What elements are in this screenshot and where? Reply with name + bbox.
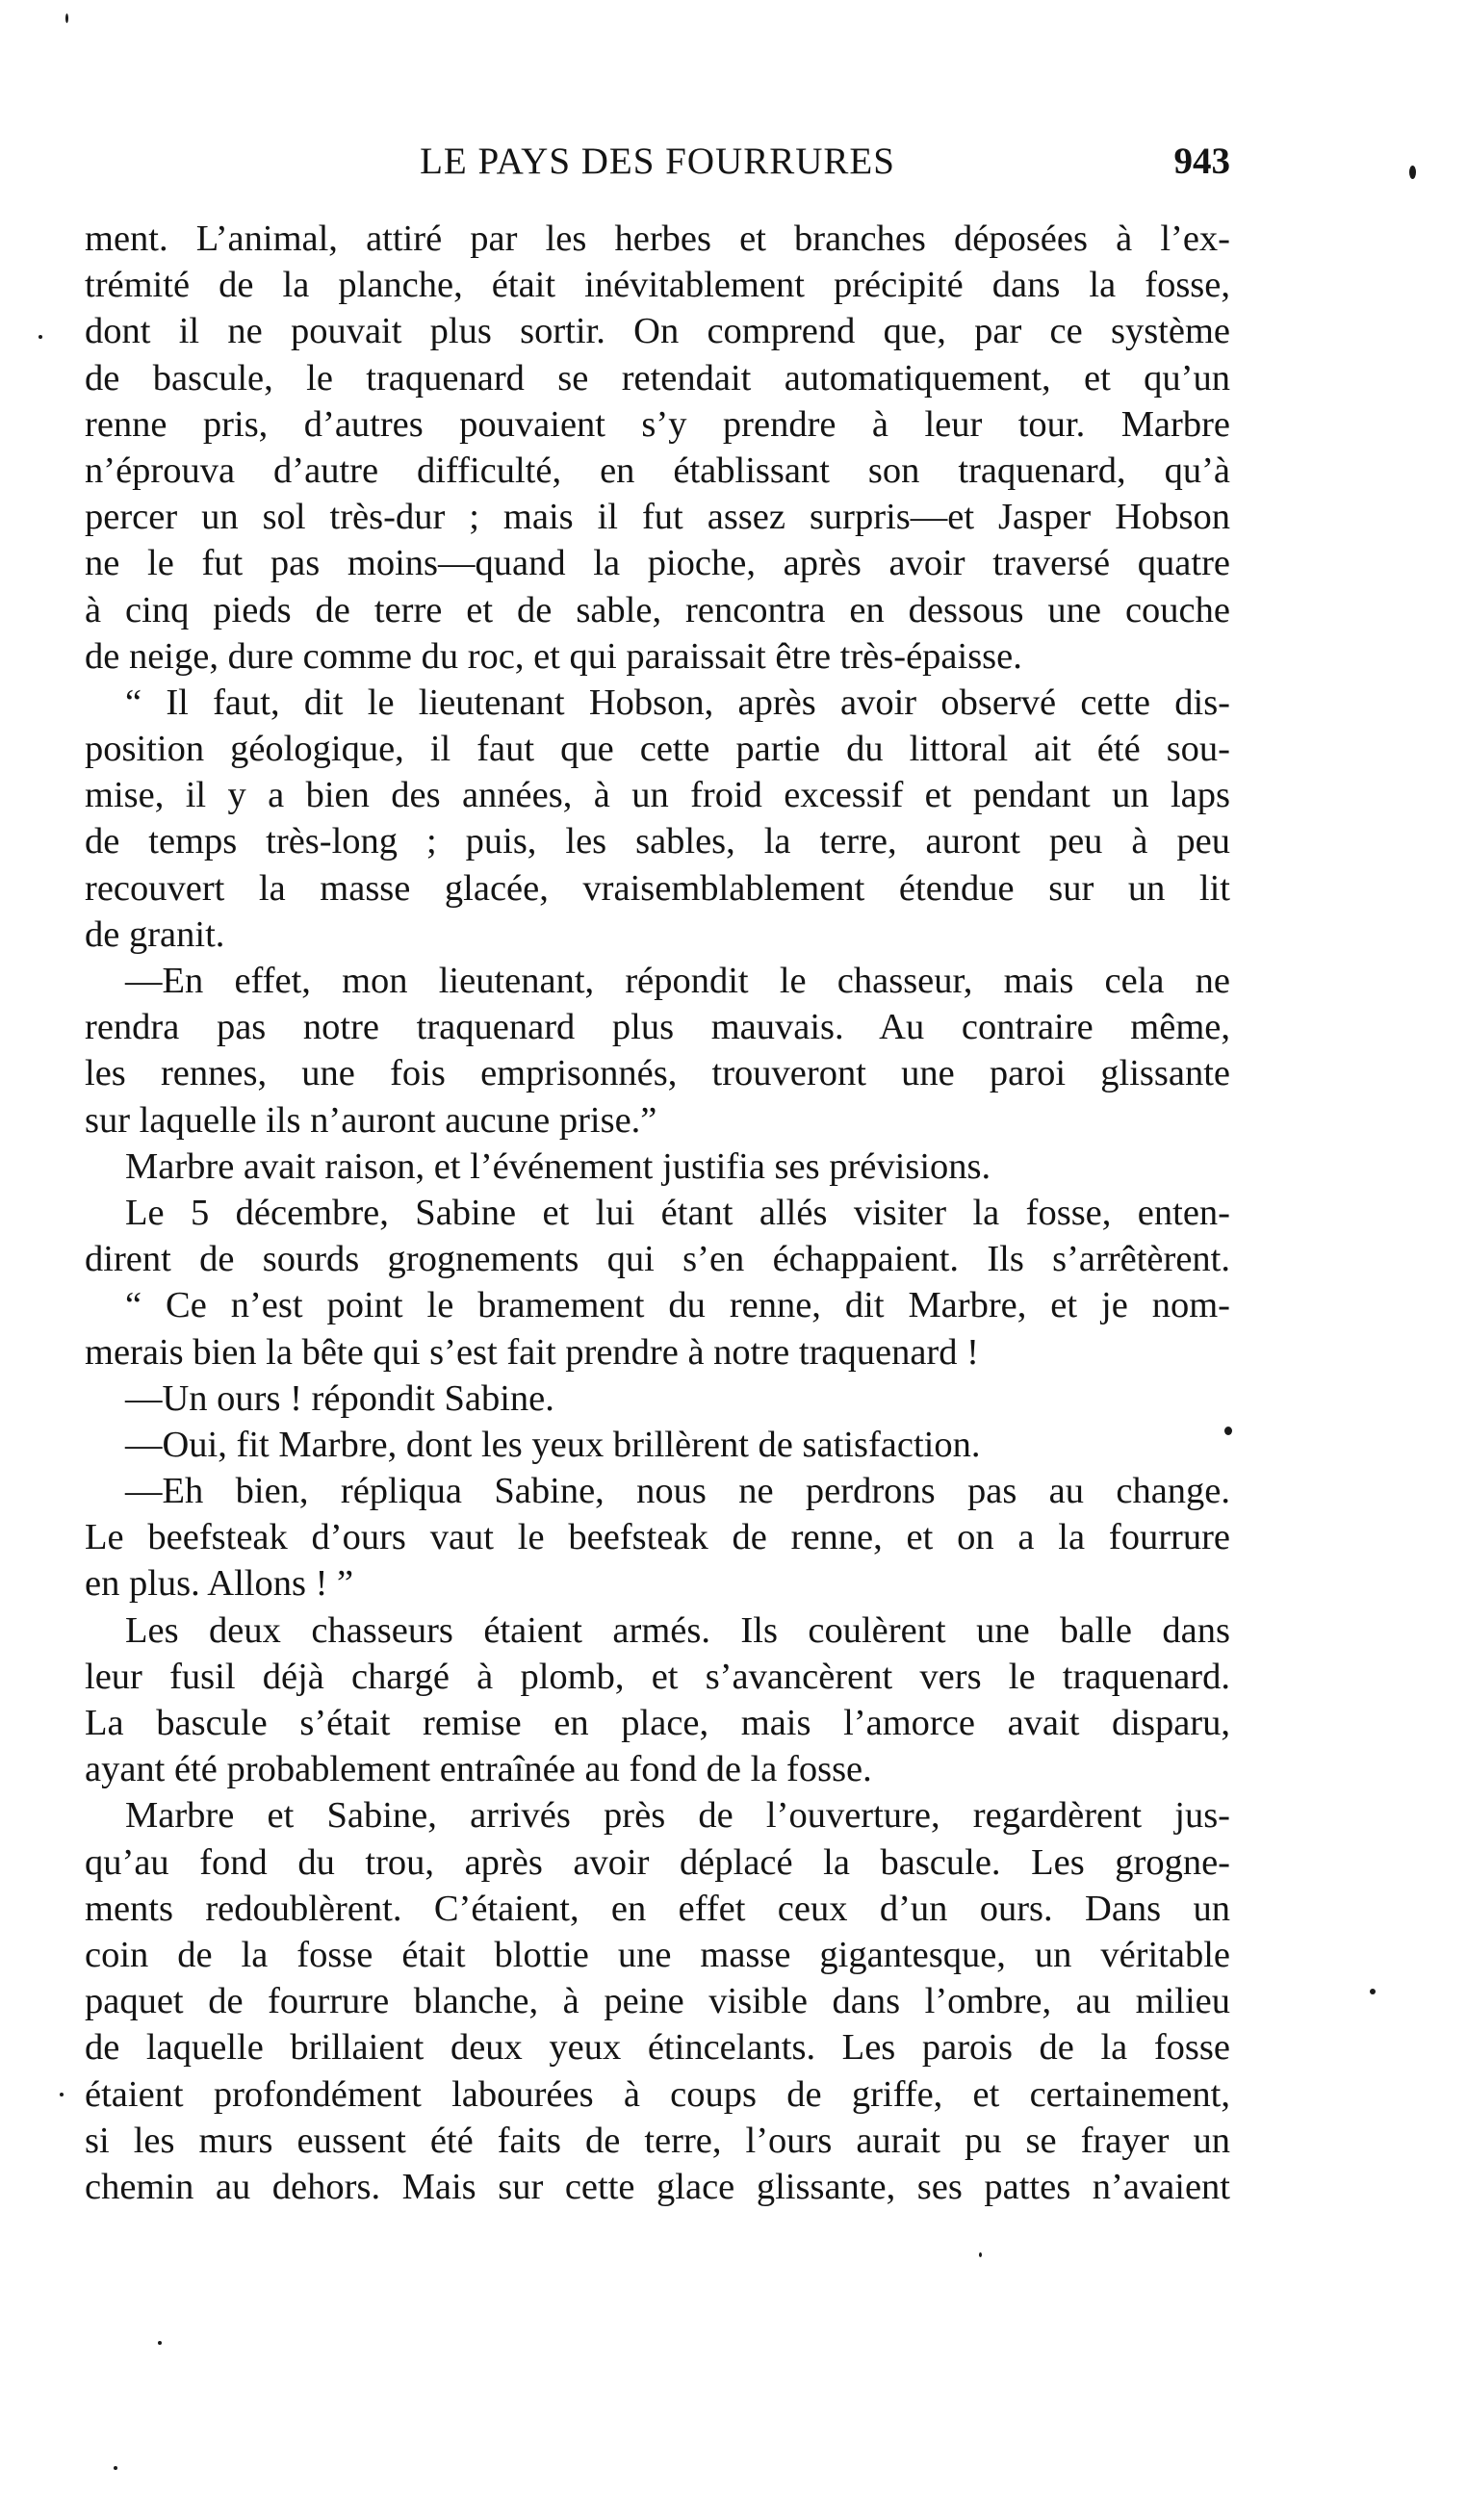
text-line: paquet de fourrure blanche, à peine visible dans l’ombre, au milieu xyxy=(85,1981,1230,2022)
text-line: Le 5 décembre, Sabine et lui étant allés visiter la fosse, enten- xyxy=(125,1192,1230,1233)
text-line: de granit. xyxy=(85,913,225,955)
text-line: “ Ce n’est point le bramement du renne, dit Marbre, et je nom- xyxy=(125,1285,1230,1326)
scan-speck xyxy=(60,2093,64,2096)
text-line: Marbre et Sabine, arrivés près de l’ouverture, regardèrent jus- xyxy=(125,1795,1230,1837)
text-line: en plus. Allons ! ” xyxy=(85,1563,354,1605)
body-text xyxy=(85,216,1230,2210)
scan-speck xyxy=(114,2466,117,2470)
scan-speck xyxy=(65,13,68,23)
scan-speck xyxy=(1224,1427,1232,1435)
text-line: de neige, dure comme du roc, et qui paraissait être très-épaisse. xyxy=(85,635,1022,677)
page-header xyxy=(85,135,1230,189)
scan-speck xyxy=(158,2341,162,2345)
text-line: —En effet, mon lieutenant, répondit le chasseur, mais cela ne xyxy=(125,961,1230,1001)
text-line: dirent de sourds grognements qui s’en échappaient. Ils s’arrêtèrent. xyxy=(85,1239,1230,1280)
scan-speck xyxy=(1370,1989,1376,1994)
text-line: —Eh bien, répliqua Sabine, nous ne perdrons pas au change. xyxy=(125,1471,1230,1512)
text-line: percer un sol très-dur ; mais il fut assez surpris—et Jasper Hobson xyxy=(85,497,1230,538)
text-line: ayant été probablement entraînée au fond de la fosse. xyxy=(85,1749,872,1790)
text-line: mise, il y a bien des années, à un froid excessif et pendant un laps xyxy=(85,775,1230,816)
text-line: rendra pas notre traquenard plus mauvais. Au contraire même, xyxy=(85,1007,1230,1048)
text-line: ment. L’animal, attiré par les herbes et branches déposées à l’ex- xyxy=(85,219,1230,259)
text-line: recouvert la masse glacée, vraisemblablement étendue sur un lit xyxy=(85,867,1230,909)
text-line: qu’au fond du trou, après avoir déplacé la bascule. Les grogne- xyxy=(85,1841,1230,1883)
page-number: 943 xyxy=(1173,141,1230,182)
text-line: renne pris, d’autres pouvaient s’y prendre à leur tour. Marbre xyxy=(85,403,1230,445)
text-line: à cinq pieds de terre et de sable, rencontra en dessous une couche xyxy=(85,589,1230,630)
text-line: de temps très-long ; puis, les sables, la terre, auront peu à peu xyxy=(85,821,1230,862)
text-line: de laquelle brillaient deux yeux étincelants. Les parois de la fosse xyxy=(85,2027,1230,2069)
text-line: Le beefsteak d’ours vaut le beefsteak de renne, et on a la fourrure xyxy=(85,1517,1230,1558)
text-line: leur fusil déjà chargé à plomb, et s’avancèrent vers le traquenard. xyxy=(85,1656,1230,1697)
text-line: —Oui, fit Marbre, dont les yeux brillèrent de satisfaction. xyxy=(125,1424,981,1465)
text-line: dont il ne pouvait plus sortir. On comprend que, par ce système xyxy=(85,311,1230,352)
scan-speck xyxy=(1409,166,1416,179)
text-line: Marbre avait raison, et l’événement justifia ses prévisions. xyxy=(125,1145,991,1187)
text-line: Les deux chasseurs étaient armés. Ils coulèrent une balle dans xyxy=(125,1609,1230,1651)
text-line: étaient profondément labourées à coups de griffe, et certainement, xyxy=(85,2073,1230,2115)
text-line: trémité de la planche, était inévitablement précipité dans la fosse, xyxy=(85,265,1230,306)
text-line: coin de la fosse était blottie une masse gigantesque, un véritable xyxy=(85,1934,1230,1975)
text-line: position géologique, il faut que cette partie du littoral ait été sou- xyxy=(85,729,1230,770)
text-line: merais bien la bête qui s’est fait prendre à notre traquenard ! xyxy=(85,1331,979,1373)
scan-speck xyxy=(979,2252,982,2257)
text-line: La bascule s’était remise en place, mais l’amorce avait disparu, xyxy=(85,1703,1230,1743)
text-line: les rennes, une fois emprisonnés, trouveront une paroi glissante xyxy=(85,1053,1230,1094)
text-line: sur laquelle ils n’auront aucune prise.” xyxy=(85,1099,657,1141)
text-line: ments redoublèrent. C’étaient, en effet ceux d’un ours. Dans un xyxy=(85,1888,1230,1929)
text-line: —Un ours ! répondit Sabine. xyxy=(125,1377,554,1419)
scan-speck xyxy=(39,335,42,339)
running-title: LE PAYS DES FOURRURES xyxy=(420,141,895,182)
text-line: “ Il faut, dit le lieutenant Hobson, après avoir observé cette dis- xyxy=(125,681,1230,723)
text-line: chemin au dehors. Mais sur cette glace glissante, ses pattes n’avaient xyxy=(85,2166,1230,2207)
text-line: n’éprouva d’autre difficulté, en établissant son traquenard, qu’à xyxy=(85,450,1230,491)
text-line: de bascule, le traquenard se retendait automatiquement, et qu’un xyxy=(85,357,1230,399)
text-line: ne le fut pas moins—quand la pioche, après avoir traversé quatre xyxy=(85,543,1230,584)
text-line: si les murs eussent été faits de terre, l’ours aurait pu se frayer un xyxy=(85,2120,1230,2161)
